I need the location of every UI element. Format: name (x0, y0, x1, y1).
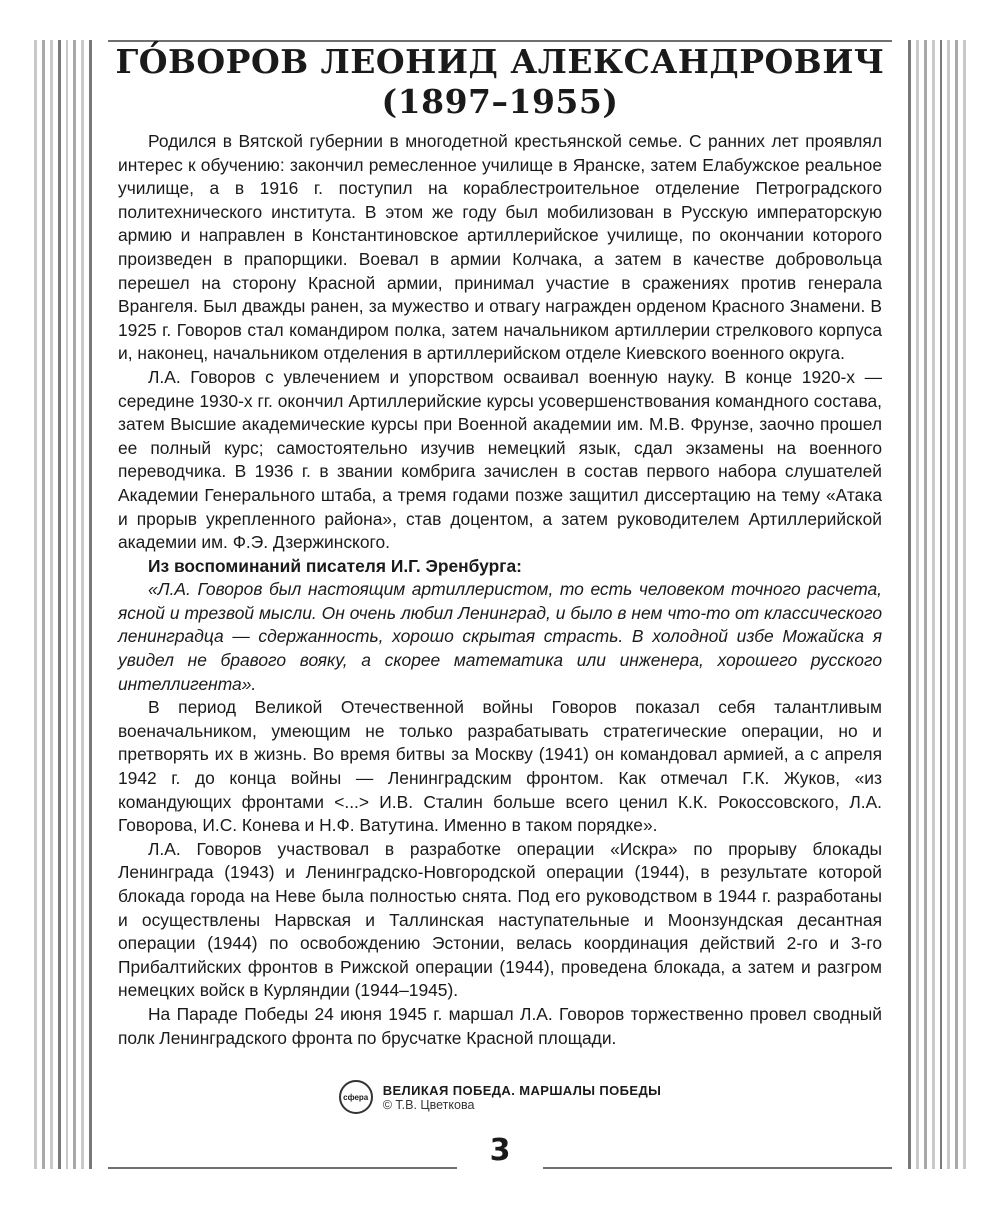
article-body (118, 130, 882, 1050)
footer-text (383, 1083, 662, 1112)
right-decorative-stripes (908, 40, 966, 1169)
publisher-logo-icon (339, 1080, 373, 1114)
paragraph: На Параде Победы 24 июня 1945 г. маршал Л.А. Говоров торжественно провел сводный полк Ленинградского фронта по брусчатке Красной площади. (118, 1003, 882, 1048)
paragraph: Л.А. Говоров с увлечением и упорством осваивал военную науку. В конце 1920-х — середине 1930-х гг. окончил Артиллерийские курсы усовершенствования командного состава, затем Высшие академические курсы при Военной академии им. М.В. Фрунзе, заочно прошел ее полный курс; самостоятельно изучив немецкий язык, сдал экзамены на военного переводчика. В 1936 г. в звании комбрига зачислен в состав первого набора слушателей Академии Генерального штаба, а тремя годами позже защитил диссертацию на тему «Атака и прорыв укрепленного района», став доцентом, а затем руководителем Артиллерийской академии им. Ф.Э. Дзержинского. (118, 366, 882, 553)
page-title (108, 42, 892, 122)
footer (0, 1080, 1000, 1114)
title-years: (1897–1955) (381, 82, 619, 121)
paragraph: Родился в Вятской губернии в многодетной крестьянской семье. С ранних лет проявлял интерес к обучению: закончил ремесленное училище в Яранске, затем Елабужское реальное училище, а в 1916 г. поступил на кораблестроительное отделение Петроградского политехнического института. В этом же году был мобилизован в Русскую императорскую армию и направлен в Константиновское артиллерийское училище, по окончании которого произведен в прапорщики. Воевал в армии Колчака, а затем в качестве добровольца перешел на сторону Красной армии, принимал участие в сражениях против генерала Врангеля. Был дважды ранен, за мужество и отвагу награжден орденом Красного Знамени. В 1925 г. Говоров стал командиром полка, затем начальником артиллерии стрелкового корпуса и, наконец, начальником отделения в артиллерийском отделе Киевского военного округа. (118, 131, 882, 364)
series-title: ВЕЛИКАЯ ПОБЕДА. МАРШАЛЫ ПОБЕДЫ (382, 1082, 662, 1098)
left-decorative-stripes (34, 40, 92, 1169)
quote-heading: Из воспоминаний писателя И.Г. Эренбурга: (148, 555, 522, 576)
paragraph: В период Великой Отечественной войны Говоров показал себя талантливым военачальником, умеющим не только разрабатывать стратегические операции, но и претворять их в жизнь. Во время битвы за Москву (1941) он командовал армией, а с апреля 1942 г. до конца войны — Ленинградским фронтом. Как отмечал Г.К. Жуков, «из командующих фронтами <...> И.В. Сталин больше всего ценил К.К. Рокоссовского, Л.А. Говорова, И.С. Конева и Н.Ф. Ватутина. Именно в таком порядке». (118, 697, 882, 836)
paragraph: Л.А. Говоров участвовал в разработке операции «Искра» по прорыву блокады Ленинграда (1943) и Ленинградско-Новгородской операции (1944), в результате которой блокада города на Неве была полностью снята. Под его руководством в 1944 г. разработаны и осуществлены Нарвская и Таллинская наступательные и Моонзундская десантная операции (1944) по освобождению Эстонии, велась координация действий 2-го и 3-го Прибалтийских фронтов в Рижской операции (1944), проведена блокада, а затем и разгром немецких войск в Курляндии (1944–1945). (118, 838, 882, 1001)
page-number: 3 (457, 1128, 543, 1172)
quote-text: «Л.А. Говоров был настоящим артиллеристом, то есть человеком точного расчета, ясной и трезвой мысли. Он очень любил Ленинград, и было в нем что-то от классического ленинградца — сдержанность, хорошо скрытая страсть. В холодной избе Можайска я увидел не бравого вояку, а скорее математика или инженера, хорошего русского интеллигента». (118, 579, 882, 694)
copyright: © Т.В. Цветкова (382, 1097, 475, 1112)
title-name: ГО́ВОРОВ ЛЕОНИД АЛЕКСАНДРОВИЧ (115, 42, 885, 81)
publisher-logo-text: сфера (343, 1092, 369, 1102)
